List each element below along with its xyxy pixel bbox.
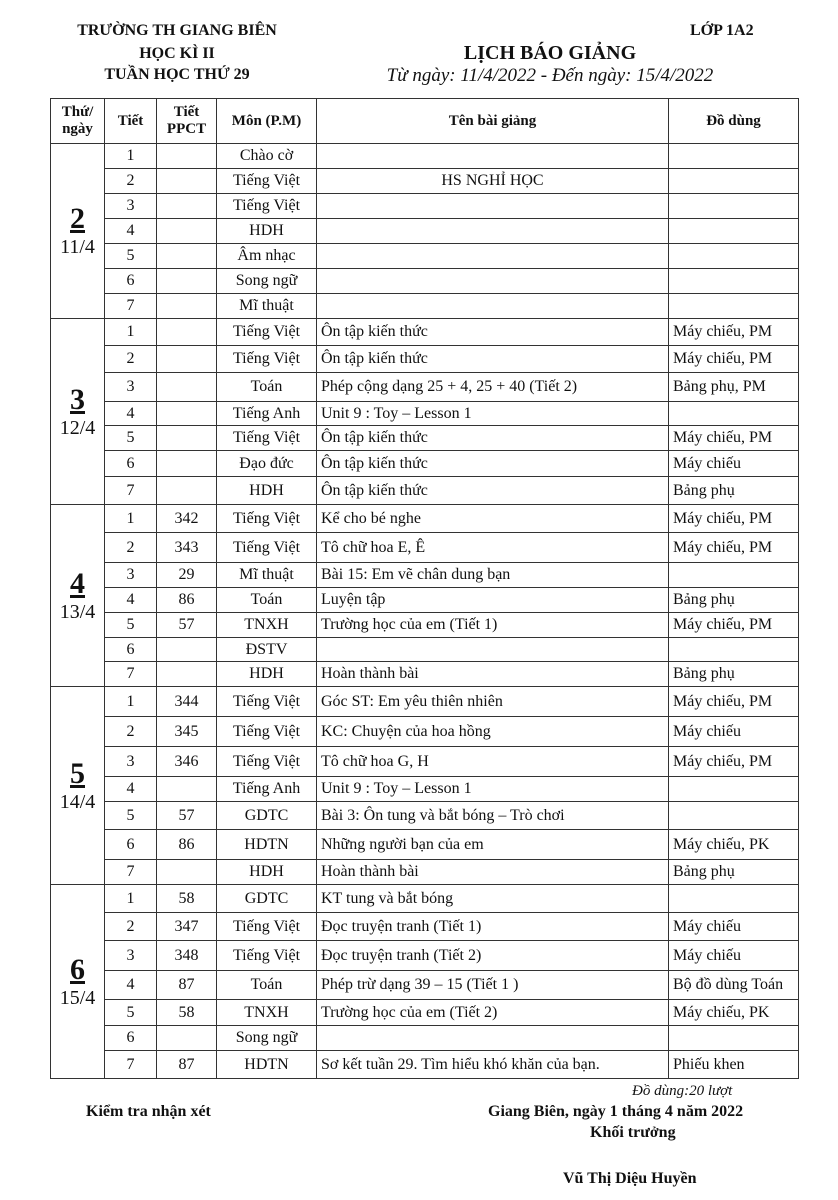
- col-day: Thứ/ ngày: [51, 99, 105, 144]
- day-number: 6: [70, 952, 85, 986]
- table-row: [51, 638, 799, 662]
- subject-cell: ĐSTV: [217, 638, 317, 662]
- table-row: [51, 269, 799, 294]
- subject-cell: Toán: [217, 373, 317, 402]
- table-row: [51, 426, 799, 451]
- ppct-cell: 87: [157, 1051, 217, 1079]
- col-ppct: Tiết PPCT: [157, 99, 217, 144]
- lesson-cell: [317, 244, 669, 269]
- ppct-cell: [157, 319, 217, 346]
- lesson-cell: [317, 1026, 669, 1051]
- period-cell: 2: [105, 346, 157, 373]
- equipment-cell: Máy chiếu, PM: [669, 426, 799, 451]
- lesson-cell: Trường học của em (Tiết 1): [317, 613, 669, 638]
- col-equipment: Đồ dùng: [669, 99, 799, 144]
- subject-cell: Toán: [217, 971, 317, 1000]
- day-date: 12/4: [59, 416, 96, 439]
- equipment-cell: Máy chiếu: [669, 717, 799, 747]
- subject-cell: HDH: [217, 860, 317, 885]
- subject-cell: HDH: [217, 662, 317, 687]
- lesson-cell: Đọc truyện tranh (Tiết 2): [317, 941, 669, 971]
- lesson-cell: [317, 294, 669, 319]
- day-number: 2: [70, 202, 85, 235]
- table-row: [51, 588, 799, 613]
- table-row: [51, 533, 799, 563]
- lesson-cell: [317, 638, 669, 662]
- period-cell: 6: [105, 451, 157, 477]
- ppct-cell: 345: [157, 717, 217, 747]
- ppct-cell: [157, 426, 217, 451]
- lesson-cell: Ôn tập kiến thức: [317, 451, 669, 477]
- day-cell: [51, 144, 105, 319]
- subject-cell: Song ngữ: [217, 269, 317, 294]
- period-cell: 4: [105, 588, 157, 613]
- subject-cell: HDTN: [217, 1051, 317, 1079]
- lesson-cell: [317, 219, 669, 244]
- period-cell: 3: [105, 194, 157, 219]
- equipment-cell: Máy chiếu, PM: [669, 687, 799, 717]
- lesson-cell: Hoàn thành bài: [317, 662, 669, 687]
- period-cell: 3: [105, 563, 157, 588]
- subject-cell: Tiếng Việt: [217, 319, 317, 346]
- day-date: 13/4: [59, 600, 96, 623]
- class-name: LỚP 1A2: [690, 22, 754, 39]
- day-cell: [51, 885, 105, 1079]
- ppct-cell: [157, 194, 217, 219]
- document-title: LỊCH BÁO GIẢNG: [463, 42, 637, 64]
- lesson-cell: Kể cho bé nghe: [317, 505, 669, 533]
- subject-cell: Tiếng Việt: [217, 169, 317, 194]
- equipment-cell: [669, 144, 799, 169]
- equipment-cell: Bảng phụ: [669, 860, 799, 885]
- equipment-cell: Máy chiếu, PM: [669, 747, 799, 777]
- ppct-cell: [157, 346, 217, 373]
- period-cell: 7: [105, 860, 157, 885]
- ppct-cell: 347: [157, 913, 217, 941]
- equipment-cell: [669, 777, 799, 802]
- ppct-cell: [157, 373, 217, 402]
- equipment-cell: Bộ đồ dùng Toán: [669, 971, 799, 1000]
- subject-cell: Tiếng Việt: [217, 747, 317, 777]
- subject-cell: Song ngữ: [217, 1026, 317, 1051]
- lesson-cell: KT tung và bắt bóng: [317, 885, 669, 913]
- period-cell: 6: [105, 1026, 157, 1051]
- equipment-cell: [669, 194, 799, 219]
- col-period: Tiết: [105, 99, 157, 144]
- lesson-cell: Sơ kết tuần 29. Tìm hiểu khó khăn của bạn.: [317, 1051, 669, 1079]
- subject-cell: Đạo đức: [217, 451, 317, 477]
- table-row: [51, 402, 799, 426]
- equipment-cell: [669, 294, 799, 319]
- table-row: [51, 913, 799, 941]
- table-row: [51, 941, 799, 971]
- day-number: 4: [70, 566, 85, 600]
- period-cell: 2: [105, 169, 157, 194]
- ppct-cell: 58: [157, 885, 217, 913]
- subject-cell: Âm nhạc: [217, 244, 317, 269]
- table-row: [51, 219, 799, 244]
- period-cell: 7: [105, 477, 157, 505]
- equipment-cell: [669, 244, 799, 269]
- subject-cell: Mĩ thuật: [217, 563, 317, 588]
- table-row: [51, 346, 799, 373]
- lesson-cell: HS NGHỈ HỌC: [317, 169, 669, 194]
- equipment-cell: [669, 638, 799, 662]
- table-row: [51, 451, 799, 477]
- period-cell: 6: [105, 269, 157, 294]
- equipment-cell: Máy chiếu, PM: [669, 319, 799, 346]
- subject-cell: HDH: [217, 477, 317, 505]
- day-number: 5: [70, 756, 85, 790]
- lesson-cell: Unit 9 : Toy – Lesson 1: [317, 777, 669, 802]
- table-row: [51, 830, 799, 860]
- period-cell: 4: [105, 219, 157, 244]
- equipment-cell: Máy chiếu: [669, 941, 799, 971]
- equipment-cell: [669, 563, 799, 588]
- col-subject: Môn (P.M): [217, 99, 317, 144]
- schedule-body: [51, 144, 799, 1079]
- equipment-cell: Bảng phụ: [669, 477, 799, 505]
- subject-cell: GDTC: [217, 802, 317, 830]
- table-row: [51, 613, 799, 638]
- subject-cell: Tiếng Việt: [217, 194, 317, 219]
- table-row: [51, 169, 799, 194]
- ppct-cell: 29: [157, 563, 217, 588]
- ppct-cell: 86: [157, 830, 217, 860]
- equipment-cell: Bảng phụ: [669, 588, 799, 613]
- table-row: [51, 971, 799, 1000]
- period-cell: 4: [105, 402, 157, 426]
- ppct-cell: [157, 169, 217, 194]
- subject-cell: HDH: [217, 219, 317, 244]
- equipment-cell: [669, 402, 799, 426]
- period-cell: 4: [105, 971, 157, 1000]
- table-row: [51, 563, 799, 588]
- table-header-row: [51, 99, 799, 144]
- signer-role: Khối trưởng: [590, 1124, 676, 1141]
- lesson-cell: Phép trừ dạng 39 – 15 (Tiết 1 ): [317, 971, 669, 1000]
- lesson-cell: Những người bạn của em: [317, 830, 669, 860]
- equipment-count: Đồ dùng:20 lượt: [632, 1083, 733, 1099]
- ppct-cell: 343: [157, 533, 217, 563]
- table-row: [51, 860, 799, 885]
- equipment-cell: Bảng phụ: [669, 662, 799, 687]
- ppct-cell: [157, 451, 217, 477]
- period-cell: 7: [105, 294, 157, 319]
- ppct-cell: [157, 477, 217, 505]
- period-cell: 5: [105, 1000, 157, 1026]
- lesson-cell: Ôn tập kiến thức: [317, 319, 669, 346]
- equipment-cell: [669, 219, 799, 244]
- table-row: [51, 1051, 799, 1079]
- lesson-cell: Unit 9 : Toy – Lesson 1: [317, 402, 669, 426]
- table-row: [51, 1026, 799, 1051]
- table-row: [51, 319, 799, 346]
- place-date: Giang Biên, ngày 1 tháng 4 năm 2022: [488, 1103, 744, 1120]
- day-cell: [51, 687, 105, 885]
- period-cell: 3: [105, 941, 157, 971]
- equipment-cell: Máy chiếu, PM: [669, 505, 799, 533]
- lesson-cell: Bài 3: Ôn tung và bắt bóng – Trò chơi: [317, 802, 669, 830]
- lesson-cell: Tô chữ hoa E, Ê: [317, 533, 669, 563]
- ppct-cell: 57: [157, 802, 217, 830]
- ppct-cell: [157, 662, 217, 687]
- subject-cell: Tiếng Việt: [217, 687, 317, 717]
- equipment-cell: Máy chiếu, PK: [669, 830, 799, 860]
- lesson-cell: Bài 15: Em vẽ chân dung bạn: [317, 563, 669, 588]
- ppct-cell: [157, 219, 217, 244]
- table-row: [51, 194, 799, 219]
- subject-cell: Tiếng Việt: [217, 941, 317, 971]
- table-row: [51, 294, 799, 319]
- lesson-cell: Phép cộng dạng 25 + 4, 25 + 40 (Tiết 2): [317, 373, 669, 402]
- ppct-cell: 57: [157, 613, 217, 638]
- lesson-cell: Góc ST: Em yêu thiên nhiên: [317, 687, 669, 717]
- period-cell: 2: [105, 717, 157, 747]
- lesson-cell: Ôn tập kiến thức: [317, 477, 669, 505]
- equipment-cell: [669, 802, 799, 830]
- period-cell: 2: [105, 913, 157, 941]
- ppct-cell: [157, 244, 217, 269]
- ppct-cell: [157, 777, 217, 802]
- ppct-cell: [157, 402, 217, 426]
- period-cell: 5: [105, 613, 157, 638]
- lesson-cell: Tô chữ hoa G, H: [317, 747, 669, 777]
- lesson-cell: Hoàn thành bài: [317, 860, 669, 885]
- period-cell: 1: [105, 687, 157, 717]
- equipment-cell: Máy chiếu, PK: [669, 1000, 799, 1026]
- subject-cell: Tiếng Việt: [217, 717, 317, 747]
- subject-cell: Tiếng Việt: [217, 426, 317, 451]
- lesson-cell: Đọc truyện tranh (Tiết 1): [317, 913, 669, 941]
- table-row: [51, 747, 799, 777]
- table-row: [51, 777, 799, 802]
- lesson-cell: [317, 144, 669, 169]
- review-label: Kiểm tra nhận xét: [86, 1103, 211, 1120]
- ppct-cell: [157, 1026, 217, 1051]
- period-cell: 6: [105, 638, 157, 662]
- day-number: 3: [70, 382, 85, 416]
- subject-cell: Tiếng Anh: [217, 777, 317, 802]
- table-row: [51, 144, 799, 169]
- signer-name: Vũ Thị Diệu Huyền: [563, 1170, 697, 1187]
- period-cell: 1: [105, 505, 157, 533]
- ppct-cell: [157, 638, 217, 662]
- equipment-cell: Máy chiếu, PM: [669, 346, 799, 373]
- equipment-cell: Máy chiếu, PM: [669, 613, 799, 638]
- period-cell: 4: [105, 777, 157, 802]
- subject-cell: Chào cờ: [217, 144, 317, 169]
- subject-cell: Tiếng Việt: [217, 505, 317, 533]
- period-cell: 5: [105, 802, 157, 830]
- period-cell: 7: [105, 1051, 157, 1079]
- col-lesson: Tên bài giảng: [317, 99, 669, 144]
- table-row: [51, 662, 799, 687]
- ppct-cell: 58: [157, 1000, 217, 1026]
- lesson-cell: Ôn tập kiến thức: [317, 426, 669, 451]
- week-number: TUẦN HỌC THỨ 29: [104, 66, 250, 83]
- lesson-cell: Trường học của em (Tiết 2): [317, 1000, 669, 1026]
- period-cell: 5: [105, 244, 157, 269]
- subject-cell: Tiếng Việt: [217, 913, 317, 941]
- period-cell: 3: [105, 747, 157, 777]
- day-date: 14/4: [59, 790, 96, 813]
- subject-cell: Toán: [217, 588, 317, 613]
- period-cell: 6: [105, 830, 157, 860]
- ppct-cell: 346: [157, 747, 217, 777]
- ppct-cell: 342: [157, 505, 217, 533]
- table-row: [51, 505, 799, 533]
- equipment-cell: Máy chiếu: [669, 451, 799, 477]
- day-cell: [51, 505, 105, 687]
- subject-cell: TNXH: [217, 613, 317, 638]
- equipment-cell: [669, 269, 799, 294]
- equipment-cell: Máy chiếu: [669, 913, 799, 941]
- subject-cell: HDTN: [217, 830, 317, 860]
- ppct-cell: [157, 294, 217, 319]
- equipment-cell: Phiếu khen: [669, 1051, 799, 1079]
- period-cell: 1: [105, 319, 157, 346]
- period-cell: 3: [105, 373, 157, 402]
- lesson-cell: Luyện tập: [317, 588, 669, 613]
- equipment-cell: [669, 885, 799, 913]
- lesson-cell: Ôn tập kiến thức: [317, 346, 669, 373]
- ppct-cell: 348: [157, 941, 217, 971]
- equipment-cell: [669, 1026, 799, 1051]
- table-row: [51, 802, 799, 830]
- ppct-cell: 344: [157, 687, 217, 717]
- subject-cell: Tiếng Việt: [217, 533, 317, 563]
- period-cell: 1: [105, 144, 157, 169]
- day-cell: [51, 319, 105, 505]
- equipment-cell: [669, 169, 799, 194]
- equipment-cell: Máy chiếu, PM: [669, 533, 799, 563]
- table-row: [51, 687, 799, 717]
- lesson-cell: [317, 269, 669, 294]
- ppct-cell: 86: [157, 588, 217, 613]
- period-cell: 7: [105, 662, 157, 687]
- subject-cell: TNXH: [217, 1000, 317, 1026]
- table-row: [51, 373, 799, 402]
- date-range: Từ ngày: 11/4/2022 - Đến ngày: 15/4/2022: [386, 65, 714, 86]
- schedule-table: [50, 98, 799, 1079]
- table-row: [51, 244, 799, 269]
- subject-cell: Mĩ thuật: [217, 294, 317, 319]
- table-row: [51, 885, 799, 913]
- day-date: 11/4: [60, 236, 95, 258]
- lesson-cell: [317, 194, 669, 219]
- period-cell: 1: [105, 885, 157, 913]
- equipment-cell: Bảng phụ, PM: [669, 373, 799, 402]
- table-row: [51, 717, 799, 747]
- ppct-cell: [157, 144, 217, 169]
- period-cell: 2: [105, 533, 157, 563]
- school-name: TRƯỜNG TH GIANG BIÊN: [77, 22, 277, 39]
- subject-cell: Tiếng Việt: [217, 346, 317, 373]
- ppct-cell: 87: [157, 971, 217, 1000]
- table-row: [51, 477, 799, 505]
- period-cell: 5: [105, 426, 157, 451]
- subject-cell: GDTC: [217, 885, 317, 913]
- day-date: 15/4: [59, 986, 96, 1009]
- ppct-cell: [157, 860, 217, 885]
- lesson-cell: KC: Chuyện của hoa hồng: [317, 717, 669, 747]
- subject-cell: Tiếng Anh: [217, 402, 317, 426]
- table-row: [51, 1000, 799, 1026]
- semester: HỌC KÌ II: [139, 45, 215, 62]
- ppct-cell: [157, 269, 217, 294]
